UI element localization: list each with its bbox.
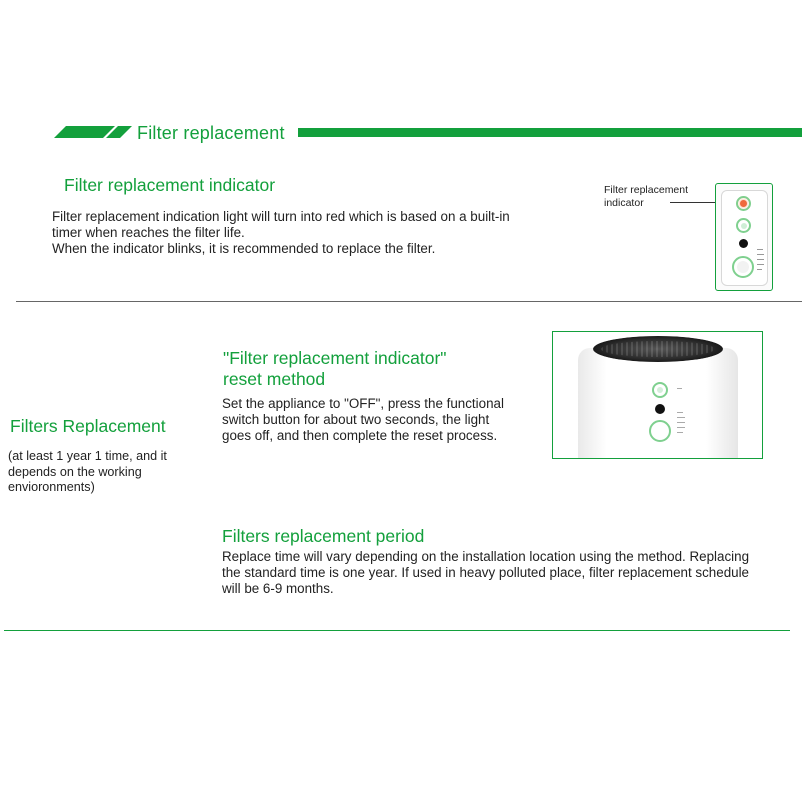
section-divider [16, 301, 802, 302]
section2-line: Set the appliance to "OFF", press the functional [222, 396, 504, 411]
photo-speed-mark [677, 412, 683, 413]
section3-body [222, 549, 800, 597]
section1-line: Filter replacement indication light will turn into red which is based on a built-in [52, 209, 510, 224]
sidebar-title: Filters Replacement [10, 416, 166, 436]
section2-line: goes off, and then complete the reset process. [222, 428, 498, 443]
speed-mark [757, 259, 764, 260]
control-panel-face [721, 190, 768, 286]
section3-line: Replace time will vary depending on the installation location using the method. Replacing [222, 549, 750, 564]
speed-mark [757, 254, 764, 255]
photo-speed-mark [677, 427, 685, 428]
sidebar-note-line: depends on the working [8, 464, 142, 479]
section2-body [222, 396, 542, 444]
section1-line: When the indicator blinks, it is recommended to replace the filter. [52, 241, 436, 256]
photo-side-mark [677, 388, 682, 389]
indicator-callout-label [604, 184, 688, 210]
section1-title: Filter replacement indicator [64, 175, 276, 195]
header-rule [298, 128, 802, 137]
photo-sensor-dot [655, 404, 665, 414]
speed-label-marks [757, 249, 764, 270]
photo-indicator-center [657, 387, 663, 393]
section2-title-line: reset method [223, 369, 326, 389]
filter-indicator-light [740, 200, 747, 207]
header-title: Filter replacement [137, 123, 285, 143]
control-panel-illustration [715, 183, 773, 291]
photo-power-button [649, 420, 671, 442]
section1-body [52, 209, 572, 257]
purifier-photo [552, 331, 763, 459]
sidebar-note-line: envioronments) [8, 480, 95, 494]
speed-mark [757, 264, 764, 265]
sidebar-note-line: (at least 1 year 1 time, and it [8, 449, 167, 463]
callout-line: Filter replacement [604, 184, 689, 196]
callout-line: indicator [604, 197, 644, 209]
section1-line: timer when reaches the filter life. [52, 225, 245, 240]
speed-mark [757, 269, 762, 270]
photo-speed-mark [677, 417, 685, 418]
photo-speed-mark [677, 422, 685, 423]
section2-line: switch button for about two seconds, the light [222, 412, 490, 427]
photo-speed-mark [677, 432, 683, 433]
section2-title-line: "Filter replacement indicator" [223, 348, 447, 368]
function-button-center [741, 223, 747, 229]
power-button-center [737, 261, 749, 273]
sensor-dot [739, 239, 748, 248]
section3-line: the standard time is one year. If used in heavy polluted place, filter replacement schedule [222, 565, 750, 580]
section-divider-green [4, 630, 790, 631]
section3-line: will be 6-9 months. [222, 581, 334, 596]
photo-speed-marks [677, 412, 685, 433]
section2-title [223, 348, 446, 390]
section3-title: Filters replacement period [222, 526, 425, 546]
purifier-vent-grille [601, 341, 715, 357]
sidebar-note [8, 449, 167, 496]
speed-mark [757, 249, 763, 250]
